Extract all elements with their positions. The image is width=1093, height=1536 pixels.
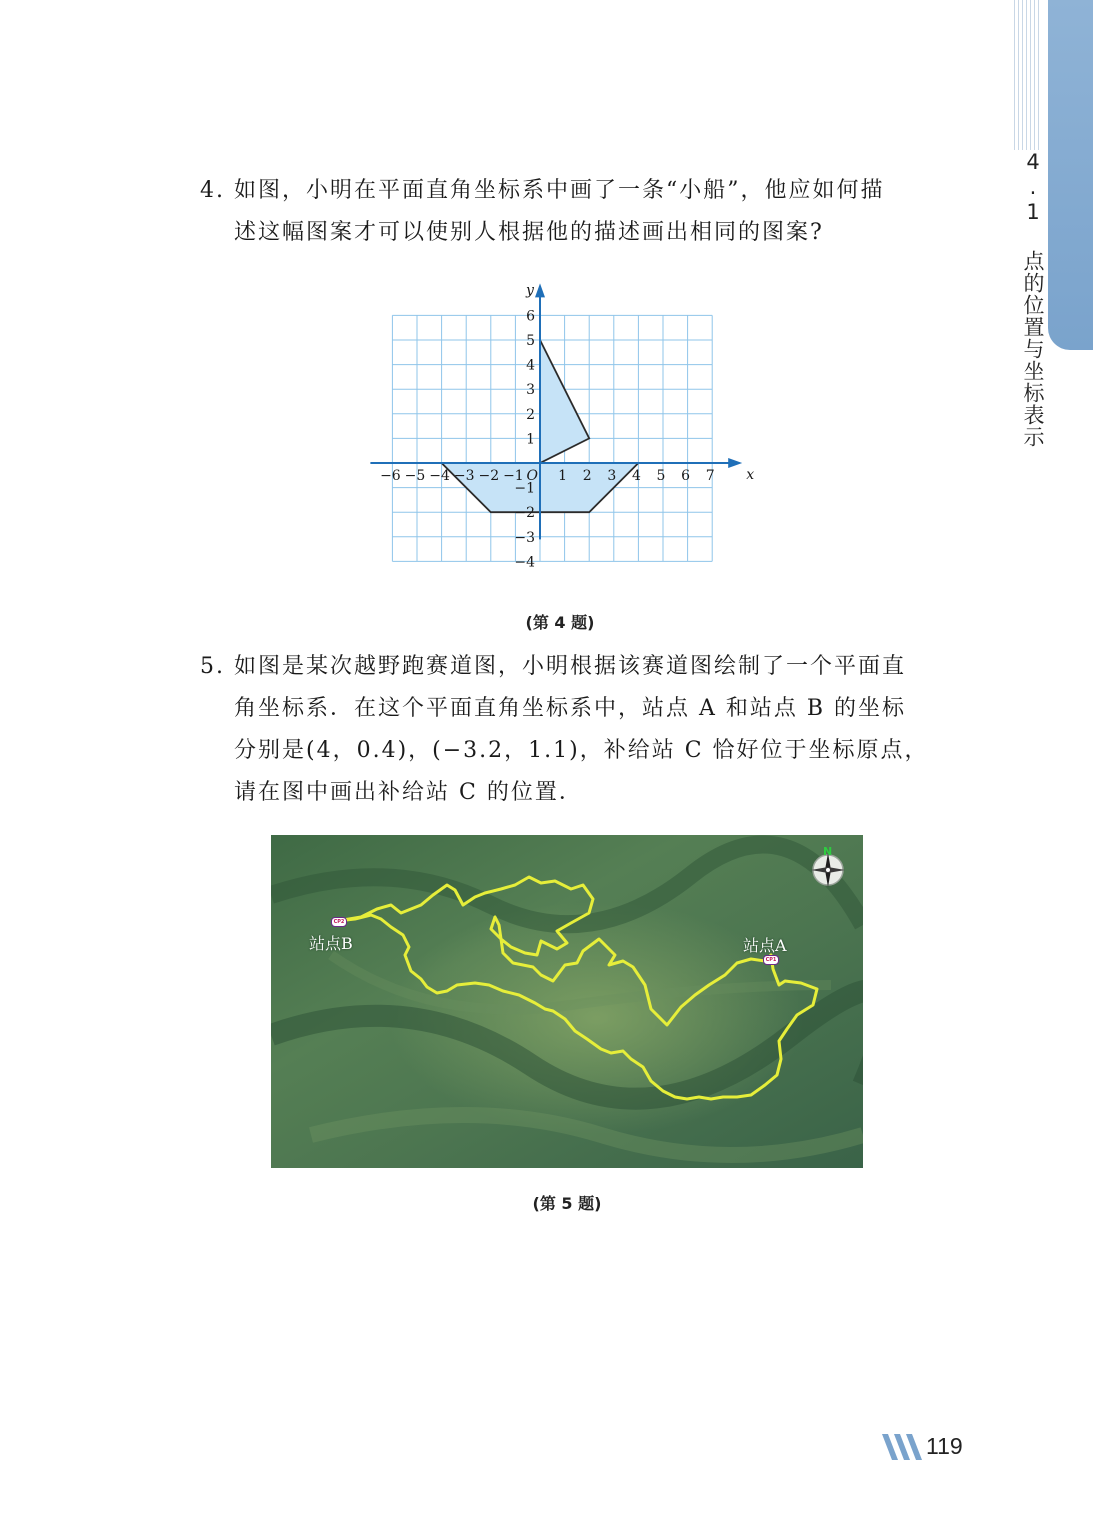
side-decoration-lines <box>1014 0 1042 150</box>
x-tick-label: −5 <box>404 468 426 484</box>
trail-map <box>271 835 863 1168</box>
station-a-label: 站点A <box>743 936 787 955</box>
y-tick-label: 3 <box>526 382 535 399</box>
problem-4-line-2: 述这幅图案才可以使别人根据他的描述画出相同的图案? <box>234 220 824 245</box>
y-tick-label: 4 <box>526 357 535 374</box>
station-b-label: 站点B <box>309 934 353 953</box>
x-tick-label: −2 <box>478 468 500 484</box>
chapter-label: 4.1 点的位置与坐标表示 <box>1021 150 1045 448</box>
x-tick-label: 6 <box>681 468 691 484</box>
y-tick-label: 1 <box>526 431 535 448</box>
y-tick-label: −1 <box>514 480 535 497</box>
x-tick-label: 3 <box>607 468 617 484</box>
x-tick-label: −4 <box>429 468 450 484</box>
y-axis-arrow <box>535 283 545 297</box>
trail-map-image <box>271 835 863 1168</box>
problem-5-line-1: 如图是某次越野跑赛道图，小明根据该赛道图绘制了一个平面直 <box>234 654 907 679</box>
problem-5-line-3: 分别是(4，0.4)，(−3.2，1.1)，补给站 C 恰好位于坐标原点， <box>234 738 929 763</box>
figure-5-caption: (第 5 题) <box>532 1194 602 1213</box>
problem-5 <box>200 646 940 814</box>
y-axis-label: y <box>526 282 534 299</box>
problem-4-number: 4. <box>200 178 225 203</box>
y-tick-label: −4 <box>514 554 535 571</box>
x-tick-label: −6 <box>380 468 401 484</box>
figure-4-caption: (第 4 题) <box>525 613 595 632</box>
x-tick-label: −1 <box>503 468 524 484</box>
chapter-tab <box>1048 0 1093 350</box>
problem-5-line-2: 角坐标系．在这个平面直角坐标系中，站点 A 和站点 B 的坐标 <box>234 696 907 721</box>
compass-north-label: N <box>823 845 833 858</box>
cp1-badge: CP1 <box>763 955 779 965</box>
x-axis-label: x <box>746 467 755 483</box>
origin-label: O <box>526 468 538 484</box>
x-tick-label: 5 <box>656 468 666 484</box>
y-tick-label: −3 <box>514 529 535 546</box>
y-tick-label: 6 <box>526 308 535 325</box>
x-tick-label: 4 <box>631 468 641 484</box>
x-tick-label: −3 <box>453 468 475 484</box>
x-axis-arrow <box>728 458 742 468</box>
coordinate-plane-figure <box>370 270 770 600</box>
problem-4-line-1: 如图，小明在平面直角坐标系中画了一条“小船”，他应如何描 <box>234 178 885 203</box>
x-tick-label: 7 <box>705 468 715 484</box>
cp2-badge: CP2 <box>331 917 347 927</box>
x-tick-label: 2 <box>582 468 592 484</box>
problem-5-number: 5. <box>200 654 225 679</box>
y-tick-label: 5 <box>526 333 535 349</box>
y-tick-label: 2 <box>526 406 535 423</box>
y-tick-label: −2 <box>514 505 535 522</box>
page-number: 119 <box>926 1433 963 1459</box>
x-tick-label: 1 <box>558 468 568 484</box>
problem-5-line-4: 请在图中画出补给站 C 的位置． <box>234 780 583 805</box>
problem-4 <box>200 170 940 254</box>
page-number-decoration-icon <box>880 1432 924 1462</box>
